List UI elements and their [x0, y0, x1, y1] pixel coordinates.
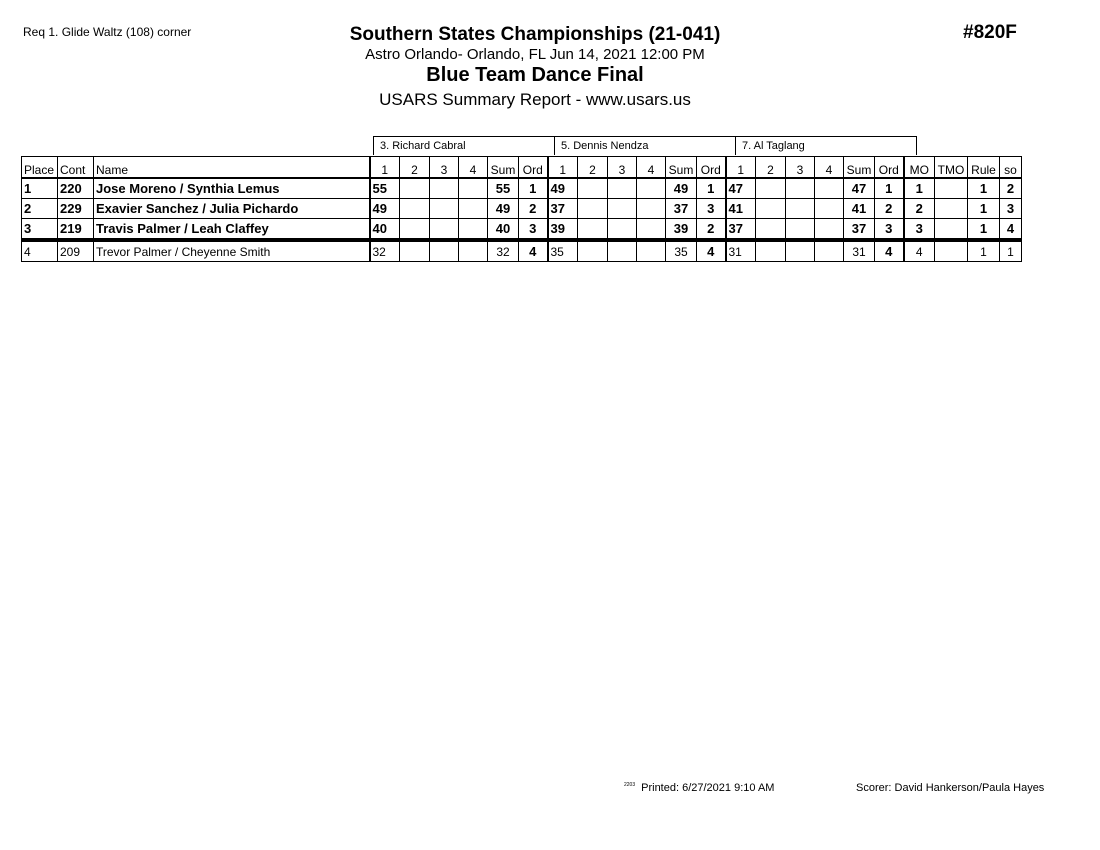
- col-j1-4: 4: [459, 157, 488, 179]
- so-cell: 2: [1000, 178, 1022, 199]
- score-cell: [608, 240, 637, 262]
- score-cell: [459, 199, 488, 219]
- so-cell: 3: [1000, 199, 1022, 219]
- score-cell: [815, 219, 844, 241]
- mo-cell: 2: [904, 199, 935, 219]
- ordinal-cell: 3: [519, 219, 548, 241]
- col-j1-2: 2: [400, 157, 430, 179]
- venue-line: Astro Orlando- Orlando, FL Jun 14, 2021 12:00 PM: [365, 46, 705, 63]
- ordinal-cell: 4: [519, 240, 548, 262]
- col-j2-sum: Sum: [666, 157, 697, 179]
- score-cell: [430, 240, 459, 262]
- score-cell: 47: [726, 178, 756, 199]
- score-cell: [815, 240, 844, 262]
- name-cell: Jose Moreno / Synthia Lemus: [94, 178, 370, 199]
- sum-cell: 47: [844, 178, 875, 199]
- name-cell: Trevor Palmer / Cheyenne Smith: [94, 240, 370, 262]
- sum-cell: 49: [666, 178, 697, 199]
- tmo-cell: [935, 199, 968, 219]
- score-cell: 55: [370, 178, 400, 199]
- mo-cell: 1: [904, 178, 935, 199]
- score-cell: [578, 240, 608, 262]
- score-cell: [756, 219, 786, 241]
- score-cell: [400, 178, 430, 199]
- competition-title: Southern States Championships (21-041): [349, 24, 721, 45]
- col-mo: MO: [904, 157, 935, 179]
- score-cell: [756, 178, 786, 199]
- mo-cell: 4: [904, 240, 935, 262]
- score-cell: [815, 199, 844, 219]
- col-rule: Rule: [968, 157, 1000, 179]
- rule-cell: 1: [968, 219, 1000, 241]
- score-cell: 39: [548, 219, 578, 241]
- ordinal-cell: 3: [875, 219, 904, 241]
- cont-cell: 209: [58, 240, 94, 262]
- sum-cell: 41: [844, 199, 875, 219]
- col-j3-2: 2: [756, 157, 786, 179]
- score-cell: [786, 178, 815, 199]
- score-cell: [608, 219, 637, 241]
- rule-cell: 1: [968, 178, 1000, 199]
- score-cell: [400, 240, 430, 262]
- printed-line: [624, 782, 774, 794]
- col-so: so: [1000, 157, 1022, 179]
- score-cell: 49: [548, 178, 578, 199]
- col-j2-1: 1: [548, 157, 578, 179]
- score-cell: [756, 199, 786, 219]
- col-place: Place: [22, 157, 58, 179]
- score-cell: [786, 219, 815, 241]
- score-cell: [578, 219, 608, 241]
- ordinal-cell: 1: [697, 178, 726, 199]
- score-cell: [608, 199, 637, 219]
- tmo-cell: [935, 178, 968, 199]
- name-cell: Exavier Sanchez / Julia Pichardo: [94, 199, 370, 219]
- ordinal-cell: 1: [519, 178, 548, 199]
- report-code: 2203: [624, 782, 636, 788]
- col-tmo: TMO: [935, 157, 968, 179]
- col-j3-ord: Ord: [875, 157, 904, 179]
- score-cell: 37: [548, 199, 578, 219]
- col-j2-3: 3: [608, 157, 637, 179]
- rule-cell: 1: [968, 199, 1000, 219]
- place-cell: 1: [22, 178, 58, 199]
- score-cell: [786, 199, 815, 219]
- ordinal-cell: 2: [519, 199, 548, 219]
- sum-cell: 39: [666, 219, 697, 241]
- judge-name: 3. Richard Cabral: [374, 137, 555, 156]
- score-cell: [786, 240, 815, 262]
- col-j1-1: 1: [370, 157, 400, 179]
- tmo-cell: [935, 219, 968, 241]
- col-j1-sum: Sum: [488, 157, 519, 179]
- sum-cell: 49: [488, 199, 519, 219]
- col-j3-4: 4: [815, 157, 844, 179]
- results-table: [21, 156, 1022, 262]
- score-cell: [400, 199, 430, 219]
- ordinal-cell: 4: [875, 240, 904, 262]
- requirement-label: Req 1. Glide Waltz (108) corner: [23, 25, 192, 39]
- sum-cell: 32: [488, 240, 519, 262]
- rule-cell: 1: [968, 240, 1000, 262]
- so-cell: 1: [1000, 240, 1022, 262]
- sum-cell: 37: [666, 199, 697, 219]
- so-cell: 4: [1000, 219, 1022, 241]
- cont-cell: 220: [58, 178, 94, 199]
- col-cont: Cont: [58, 157, 94, 179]
- judge-name: 7. Al Taglang: [736, 137, 917, 156]
- score-cell: [430, 219, 459, 241]
- column-header-row: [22, 157, 1022, 179]
- judge-name: 5. Dennis Nendza: [555, 137, 736, 156]
- place-cell: 2: [22, 199, 58, 219]
- score-cell: 32: [370, 240, 400, 262]
- score-cell: 49: [370, 199, 400, 219]
- col-j2-2: 2: [578, 157, 608, 179]
- event-name: Blue Team Dance Final: [426, 64, 644, 86]
- sum-cell: 31: [844, 240, 875, 262]
- table-row: [22, 219, 1022, 241]
- place-cell: 3: [22, 219, 58, 241]
- ordinal-cell: 3: [697, 199, 726, 219]
- sum-cell: 37: [844, 219, 875, 241]
- event-number: #820F: [963, 22, 1017, 43]
- report-line: USARS Summary Report - www.usars.us: [379, 90, 691, 109]
- score-cell: [459, 219, 488, 241]
- col-j2-ord: Ord: [697, 157, 726, 179]
- scorer-line: Scorer: David Hankerson/Paula Hayes: [856, 782, 1045, 794]
- score-cell: [578, 178, 608, 199]
- sum-cell: 55: [488, 178, 519, 199]
- tmo-cell: [935, 240, 968, 262]
- col-name: Name: [94, 157, 370, 179]
- score-cell: 37: [726, 219, 756, 241]
- score-cell: [637, 178, 666, 199]
- score-cell: 35: [548, 240, 578, 262]
- score-cell: [815, 178, 844, 199]
- score-cell: [637, 199, 666, 219]
- col-j1-3: 3: [430, 157, 459, 179]
- score-cell: [400, 219, 430, 241]
- score-cell: [459, 178, 488, 199]
- col-j3-3: 3: [786, 157, 815, 179]
- sum-cell: 40: [488, 219, 519, 241]
- col-j3-sum: Sum: [844, 157, 875, 179]
- ordinal-cell: 2: [875, 199, 904, 219]
- mo-cell: 3: [904, 219, 935, 241]
- judge-header: [373, 136, 917, 155]
- score-cell: [459, 240, 488, 262]
- ordinal-cell: 1: [875, 178, 904, 199]
- col-j2-4: 4: [637, 157, 666, 179]
- ordinal-cell: 2: [697, 219, 726, 241]
- score-cell: [430, 178, 459, 199]
- score-cell: [637, 219, 666, 241]
- col-j1-ord: Ord: [519, 157, 548, 179]
- score-cell: [637, 240, 666, 262]
- score-cell: 40: [370, 219, 400, 241]
- ordinal-cell: 4: [697, 240, 726, 262]
- cont-cell: 229: [58, 199, 94, 219]
- printed-timestamp: Printed: 6/27/2021 9:10 AM: [641, 782, 775, 794]
- score-cell: [756, 240, 786, 262]
- cont-cell: 219: [58, 219, 94, 241]
- table-row: [22, 240, 1022, 262]
- sum-cell: 35: [666, 240, 697, 262]
- score-cell: 31: [726, 240, 756, 262]
- score-cell: [608, 178, 637, 199]
- score-cell: [430, 199, 459, 219]
- name-cell: Travis Palmer / Leah Claffey: [94, 219, 370, 241]
- score-cell: [578, 199, 608, 219]
- table-row: [22, 178, 1022, 199]
- score-cell: 41: [726, 199, 756, 219]
- col-j3-1: 1: [726, 157, 756, 179]
- place-cell: 4: [22, 240, 58, 262]
- table-row: [22, 199, 1022, 219]
